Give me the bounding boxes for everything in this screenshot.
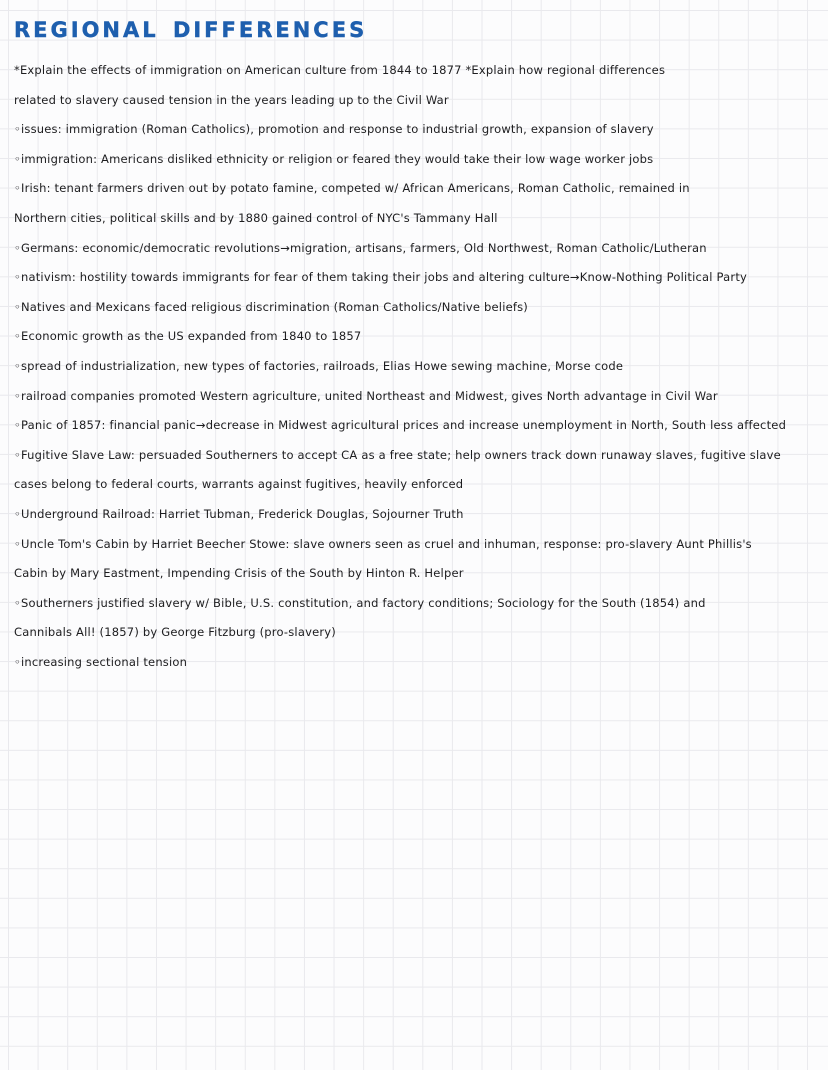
note-line: Cabin by Mary Eastment, Impending Crisis of the South by Hinton R. Helper [14, 566, 464, 581]
note-line: ◦Panic of 1857: financial panic→decrease in Midwest agricultural prices and increase unemployment in North, South less affected [14, 418, 787, 433]
note-line: ◦railroad companies promoted Western agriculture, united Northeast and Midwest, gives North advantage in Civil War [14, 388, 718, 403]
note-line: ◦immigration: Americans disliked ethnicity or religion or feared they would take their low wage worker jobs [14, 151, 654, 166]
note-line: ◦Irish: tenant farmers driven out by potato famine, competed w/ African Americans, Roman Catholic, remained in [14, 181, 690, 196]
note-line: ◦Economic growth as the US expanded from 1840 to 1857 [14, 329, 362, 344]
note-line: Northern cities, political skills and by 1880 gained control of NYC's Tammany Hall [14, 210, 498, 225]
note-line: *Explain the effects of immigration on American culture from 1844 to 1877 *Explain how regional differences [14, 63, 666, 77]
note-line: related to slavery caused tension in the years leading up to the Civil War [14, 92, 449, 107]
note-line: Cannibals All! (1857) by George Fitzburg (pro-slavery) [14, 625, 336, 640]
note-line: cases belong to federal courts, warrants against fugitives, heavily enforced [14, 477, 464, 492]
note-line: ◦Southerners justified slavery w/ Bible, U.S. constitution, and factory conditions; Sociology for the South (1854) and [14, 595, 706, 610]
page-title: REGIONAL DIFFERENCES [14, 18, 368, 42]
note-line: ◦Germans: economic/democratic revolutions→migration, artisans, farmers, Old Northwest, Roman Catholic/Lutheran [14, 240, 707, 255]
note-line: ◦Uncle Tom's Cabin by Harriet Beecher Stowe: slave owners seen as cruel and inhuman, response: pro-slavery Aunt Phillis's [14, 536, 752, 551]
note-line: ◦spread of industrialization, new types of factories, railroads, Elias Howe sewing machine, Morse code [14, 358, 624, 373]
note-line: ◦issues: immigration (Roman Catholics), promotion and response to industrial growth, expansion of slavery [14, 122, 654, 137]
note-line: ◦Fugitive Slave Law: persuaded Southerners to accept CA as a free state; help owners track down runaway slaves, fugitive slave [14, 447, 781, 462]
note-line: ◦increasing sectional tension [14, 654, 188, 669]
note-line: ◦nativism: hostility towards immigrants for fear of them taking their jobs and altering culture→Know-Nothing Political Party [14, 270, 748, 285]
note-line: ◦Natives and Mexicans faced religious discrimination (Roman Catholics/Native beliefs) [14, 299, 528, 314]
notes-body [14, 56, 828, 677]
note-line: ◦Underground Railroad: Harriet Tubman, Frederick Douglas, Sojourner Truth [14, 506, 464, 521]
